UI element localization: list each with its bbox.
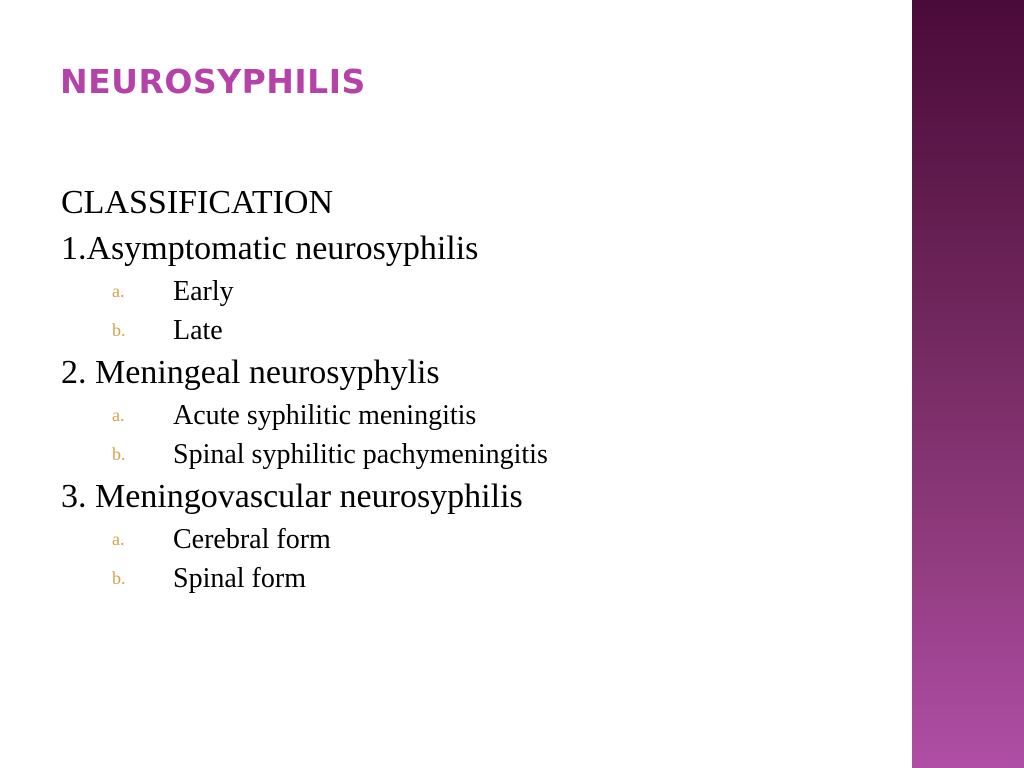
- list-marker: b.: [112, 320, 126, 340]
- list-item-text: Late: [173, 314, 223, 346]
- section-meningovascular: [61, 474, 548, 598]
- list-marker: b.: [112, 568, 126, 588]
- list-item-text: Cerebral form: [173, 523, 331, 555]
- list-item: [61, 311, 548, 350]
- sub-list: [61, 396, 548, 474]
- classification-heading: CLASSIFICATION: [61, 184, 334, 221]
- list-item-text: Spinal syphilitic pachymeningitis: [173, 438, 548, 470]
- sub-list: [61, 520, 548, 598]
- list-marker: b.: [112, 444, 126, 464]
- list-item-text: Early: [173, 275, 234, 307]
- slide-title: NEUROSYPHILIS: [60, 62, 366, 101]
- list-marker: a.: [112, 405, 125, 425]
- list-item: [61, 520, 548, 559]
- list-marker: a.: [112, 281, 125, 301]
- slide-body: [61, 180, 548, 598]
- list-item: [61, 396, 548, 435]
- list-item: [61, 559, 548, 598]
- section-label: 1.Asymptomatic neurosyphilis: [61, 230, 479, 267]
- list-item: [61, 272, 548, 311]
- section-meningeal: [61, 350, 548, 474]
- list-item: [61, 435, 548, 474]
- section-label: 3. Meningovascular neurosyphilis: [61, 478, 523, 515]
- list-marker: a.: [112, 529, 125, 549]
- decorative-side-band: [912, 0, 1024, 768]
- list-item-text: Spinal form: [173, 562, 306, 594]
- list-item-text: Acute syphilitic meningitis: [173, 399, 477, 431]
- section-asymptomatic: [61, 226, 548, 350]
- section-label: 2. Meningeal neurosyphylis: [61, 354, 440, 391]
- sub-list: [61, 272, 548, 350]
